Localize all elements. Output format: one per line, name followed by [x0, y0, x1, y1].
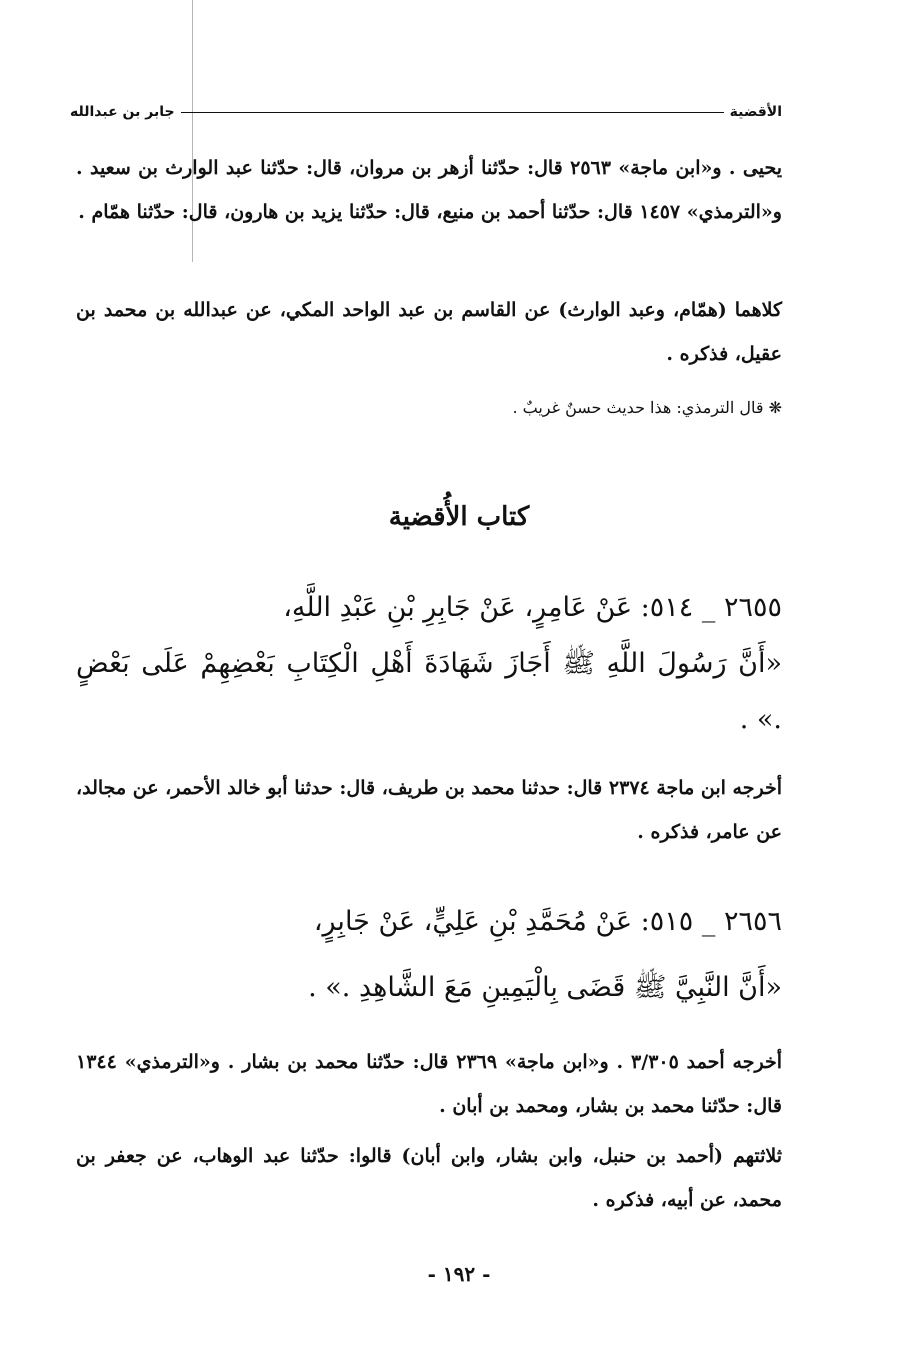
page-number: - ١٩٢ -	[427, 1262, 491, 1286]
hadith-2656-common-link: ثلاثتهم (أحمد بن حنبل، وابن بشار، وابن أبان) قالوا: حدّثنا عبد الوهاب، عن جعفر بن محمد، عن أبيه، فذكره .	[76, 1145, 782, 1211]
hadith-2655-isnad: ٢٦٥٥ _ ٥١٤: عَنْ عَامِرٍ، عَنْ جَابِرِ بْنِ عَبْدِ اللَّهِ،	[283, 592, 782, 623]
hadith-2656-isnad: ٢٦٥٦ _ ٥١٥: عَنْ مُحَمَّدِ بْنِ عَلِيٍّ، عَنْ جَابِرٍ،	[313, 906, 782, 937]
header-narrator: جابر بن عبدالله	[70, 104, 175, 120]
paragraph-both-narrators: كلاهما (همّام، وعبد الوارث) عن القاسم بن عبد الواحد المكي، عن عبدالله بن محمد بن عقيل، فذكره .	[76, 299, 782, 365]
running-header	[70, 100, 782, 124]
hadith-2656-takhrij: أخرجه أحمد ٣/٣٠٥ . و«ابن ماجة» ٢٣٦٩ قال: حدّثنا محمد بن بشار . و«الترمذي» ١٣٤٤ قال: حدّثنا محمد بن بشار، ومحمد بن أبان .	[76, 1051, 782, 1117]
hadith-2655-takhrij: أخرجه ابن ماجة ٢٣٧٤ قال: حدثنا محمد بن طريف، قال: حدثنا أبو خالد الأحمر، عن مجالد، عن عامر، فذكره .	[76, 777, 782, 843]
header-rule	[181, 112, 724, 113]
section-title: كتاب الأُقضية	[388, 502, 530, 532]
paragraph-takhrij-continued: يحيى . و«ابن ماجة» ٢٥٦٣ قال: حدّثنا أزهر بن مروان، قال: حدّثنا عبد الوارث بن سعيد . و«الترمذي» ١٤٥٧ قال: حدّثنا أحمد بن منيع، قال: حدّثنا يزيد بن هارون، قال: حدّثنا همّام .	[76, 157, 782, 223]
hadith-2656-matn: «أَنَّ النَّبِيَّ ﷺ قَضَى بِالْيَمِينِ مَعَ الشَّاهِدِ .» .	[308, 972, 782, 1003]
tirmidhi-note: ❋ قال الترمذي: هذا حديث حسنٌ غريبٌ .	[512, 398, 782, 417]
hadith-2655-matn: «أَنَّ رَسُولَ اللَّهِ ﷺ أَجَازَ شَهَادَةَ أَهْلِ الْكِتَابِ بَعْضِهِمْ عَلَى بَعْضٍ .» .	[76, 648, 782, 735]
header-chapter: الأقضية	[729, 104, 782, 120]
